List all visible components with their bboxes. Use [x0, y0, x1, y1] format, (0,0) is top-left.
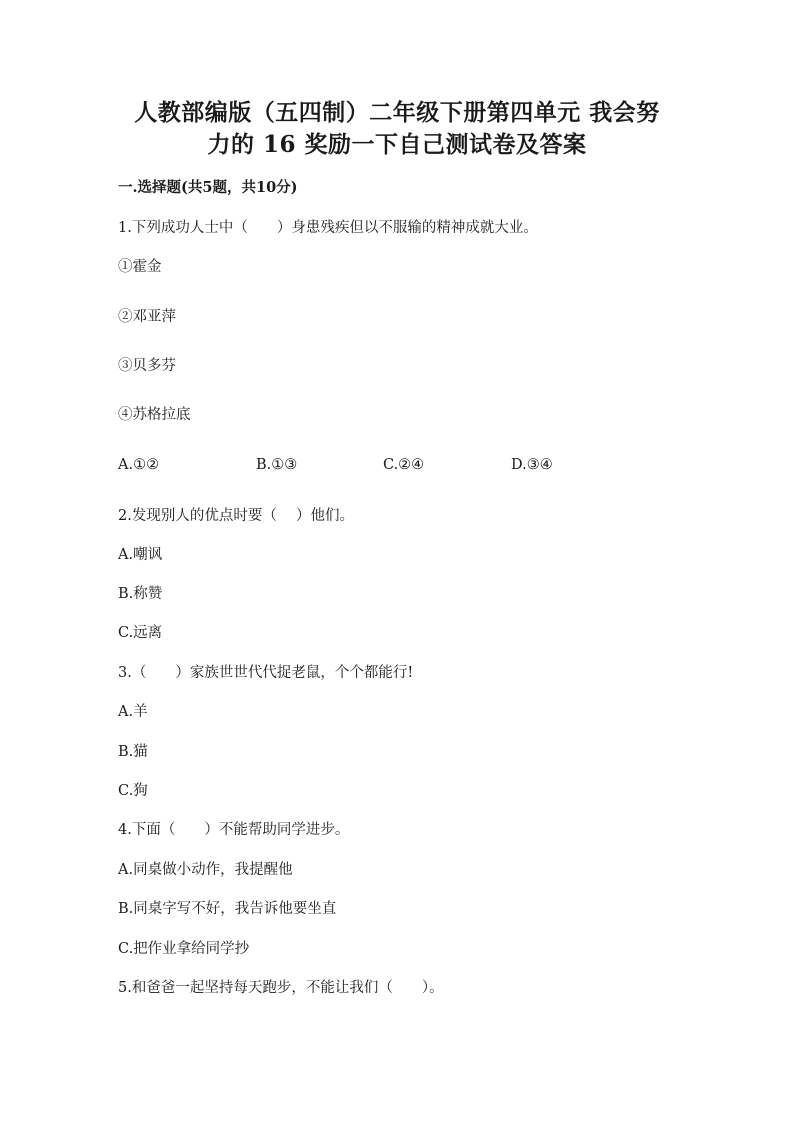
question-2-option-a: A.嘲讽: [118, 547, 163, 563]
question-1-option-d: D.③④: [511, 457, 553, 473]
page-title-line-2: 力的 16 奖励一下自己测试卷及答案: [207, 131, 587, 158]
question-5-stem: 5.和爸爸一起坚持每天跑步，不能让我们（ ）。: [118, 980, 444, 996]
question-1-stem: 1.下列成功人士中（ ）身患残疾但以不服输的精神成就大业。: [118, 220, 538, 236]
question-4-option-b: B.同桌字写不好，我告诉他要坐直: [118, 901, 337, 917]
question-1-item-4: ④苏格拉底: [118, 407, 191, 423]
question-4-stem: 4.下面（ ）不能帮助同学进步。: [118, 822, 350, 838]
page-title-line-1: 人教部编版（五四制）二年级下册第四单元 我会努: [134, 99, 660, 126]
question-2-option-c: C.远离: [118, 625, 163, 641]
question-1-item-1: ①霍金: [118, 259, 162, 275]
question-2-option-b: B.称赞: [118, 586, 163, 602]
question-3-option-b: B.猫: [118, 744, 148, 760]
question-3-stem: 3.（ ）家族世世代代捉老鼠，个个都能行!: [118, 665, 414, 681]
question-4-option-c: C.把作业拿给同学抄: [118, 941, 250, 957]
section-heading: 一.选择题(共5题，共10分): [118, 179, 298, 196]
question-1-item-3: ③贝多芬: [118, 358, 176, 374]
question-1-option-a: A.①②: [118, 457, 160, 473]
question-1-item-2: ②邓亚萍: [118, 309, 176, 325]
question-1-option-b: B.①③: [256, 457, 298, 473]
question-3-option-a: A.羊: [118, 704, 148, 720]
question-2-stem: 2.发现别人的优点时要（ ）他们。: [118, 508, 354, 524]
question-1-option-c: C.②④: [383, 457, 425, 473]
question-4-option-a: A.同桌做小动作，我提醒他: [118, 862, 293, 878]
question-3-option-c: C.狗: [118, 783, 148, 799]
